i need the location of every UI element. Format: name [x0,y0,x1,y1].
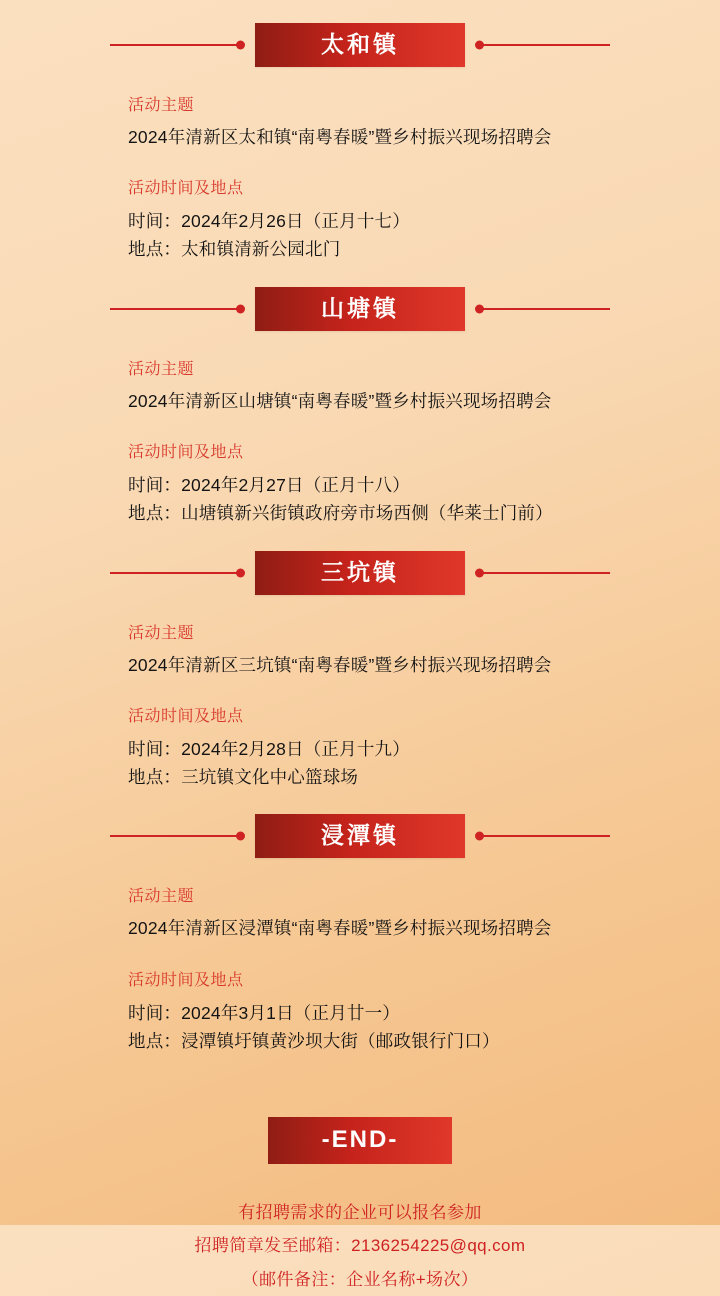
topic-text: 2024年清新区浸潭镇“南粤春暖”暨乡村振兴现场招聘会 [128,918,552,939]
dot-left-icon [236,832,245,841]
footer [0,1196,720,1295]
place-text: 地点：浸潭镇圩镇黄沙坝大街（邮政银行门口） [128,1030,500,1051]
topic-label: 活动主题 [128,97,195,114]
place-text: 地点：山塘镇新兴街镇政府旁市场西侧（华莱士门前） [128,503,553,524]
footer-line-3: （邮件备注：企业名称+场次） [241,1269,479,1289]
time-place-label: 活动时间及地点 [128,971,244,989]
rule-right [478,572,610,574]
rule-left [110,835,242,837]
time-place-label: 活动时间及地点 [128,443,244,461]
time-place-label: 活动时间及地点 [128,707,244,725]
section-badge: 浸潭镇 [255,814,465,858]
footer-line-2: 招聘简章发至邮箱：2136254225@qq.com [194,1236,526,1256]
section-badge: 太和镇 [255,23,465,67]
section-body [0,622,720,792]
topic-label: 活动主题 [128,624,195,642]
topic-text: 2024年清新区山塘镇“南粤春暖”暨乡村振兴现场招聘会 [128,390,552,411]
time-text: 时间：2024年2月26日（正月十七） [128,211,410,232]
rule-right [478,835,610,837]
section-header [0,813,720,859]
section-header [0,550,720,596]
section-taihe [0,22,720,264]
section-sankeng [0,550,720,792]
topic-text: 2024年清新区三坑镇“南粤春暖”暨乡村振兴现场招聘会 [128,654,552,675]
topic-label: 活动主题 [128,360,195,378]
rule-left [110,572,242,574]
section-body [0,885,720,1055]
time-place-label: 活动时间及地点 [128,180,244,198]
section-header [0,22,720,68]
dot-left-icon [236,568,245,577]
section-body [0,358,720,528]
section-header [0,286,720,332]
section-badge: 山塘镇 [255,287,465,331]
rule-left [110,308,242,310]
section-shantang [0,286,720,528]
dot-left-icon [236,304,245,313]
topic-text: 2024年清新区太和镇“南粤春暖”暨乡村振兴现场招聘会 [128,127,552,147]
end-section [0,1117,720,1164]
place-text: 地点：三坑镇文化中心篮球场 [128,767,359,788]
rule-right [478,308,610,310]
time-text: 时间：2024年2月28日（正月十九） [128,738,410,759]
section-jintan [0,813,720,1055]
footer-line-1: 有招聘需求的企业可以报名参加 [238,1203,482,1223]
topic-label: 活动主题 [128,888,195,906]
section-badge: 三坑镇 [255,551,465,595]
time-text: 时间：2024年3月1日（正月廿一） [128,1002,400,1023]
time-text: 时间：2024年2月27日（正月十八） [128,474,410,495]
section-body [0,94,720,264]
rule-right [478,44,610,46]
place-text: 地点：太和镇清新公园北门 [128,239,341,260]
rule-left [110,44,242,46]
dot-left-icon [236,41,245,50]
poster-page [0,22,720,1289]
end-badge: -END- [268,1117,453,1164]
